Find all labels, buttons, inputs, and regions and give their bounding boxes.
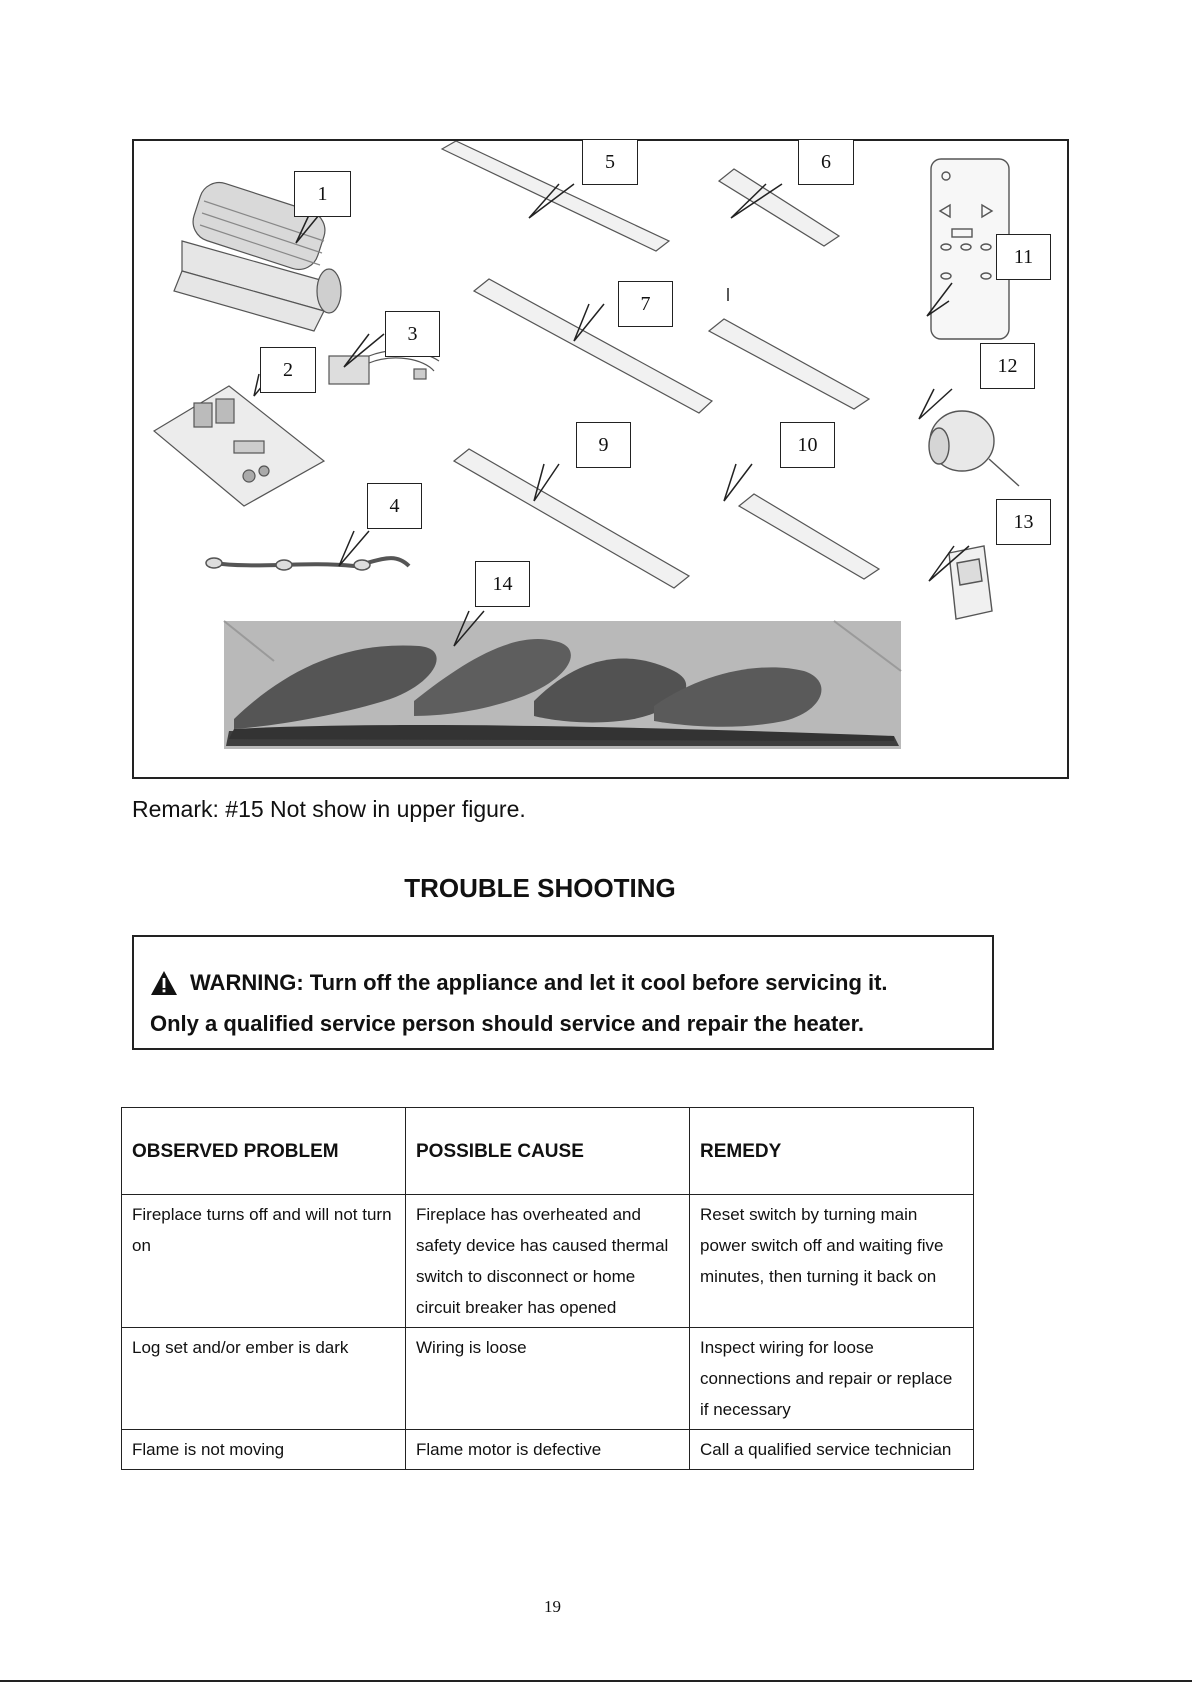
table-row (122, 1195, 974, 1328)
parts-figure (132, 139, 1069, 779)
warning-line-1: WARNING: Turn off the appliance and let it cool before servicing it. (190, 970, 888, 995)
callout-2: 2 (260, 347, 316, 393)
callout-1: 1 (294, 171, 351, 217)
table-row (122, 1430, 974, 1470)
callout-13: 13 (996, 499, 1051, 545)
ember-wire-illustration (206, 558, 409, 570)
troubleshooting-table (121, 1107, 974, 1470)
bottom-rule (0, 1680, 1192, 1682)
led-board-10-illustration (739, 494, 879, 579)
warning-line-2: Only a qualified service person should service and repair the heater. (150, 1011, 865, 1036)
callout-12: 12 (980, 343, 1035, 389)
table-row (122, 1328, 974, 1430)
section-title: TROUBLE SHOOTING (404, 873, 676, 903)
cause-cell: Wiring is loose (406, 1328, 690, 1430)
callout-9: 9 (576, 422, 631, 468)
warning-triangle-icon (150, 970, 178, 996)
remedy-cell: Call a qualified service technician (690, 1430, 974, 1470)
callout-14: 14 (475, 561, 530, 607)
page-number: 19 (544, 1597, 561, 1616)
callout-6: 6 (798, 139, 854, 185)
header-observed-problem: OBSERVED PROBLEM (122, 1108, 406, 1195)
callout-7: 7 (618, 281, 673, 327)
flame-motor-illustration (929, 411, 1019, 486)
led-board-7-illustration (474, 279, 712, 413)
remedy-cell: Reset switch by turning main power switch off and waiting five minutes, then turning it back on (690, 1195, 974, 1328)
warning-box (132, 935, 994, 1050)
led-board-8-illustration (709, 319, 869, 409)
header-remedy: REMEDY (690, 1108, 974, 1195)
problem-cell: Fireplace turns off and will not turn on (122, 1195, 406, 1328)
problem-cell: Flame is not moving (122, 1430, 406, 1470)
callout-4: 4 (367, 483, 422, 529)
control-board-illustration (154, 386, 324, 506)
log-set-illustration (224, 621, 901, 749)
callout-11: 11 (996, 234, 1051, 280)
callout-10: 10 (780, 422, 835, 468)
table-header-row (122, 1108, 974, 1195)
cause-cell: Fireplace has overheated and safety device has caused thermal switch to disconnect or home circuit breaker has opened (406, 1195, 690, 1328)
problem-cell: Log set and/or ember is dark (122, 1328, 406, 1430)
cause-cell: Flame motor is defective (406, 1430, 690, 1470)
callout-3: 3 (385, 311, 440, 357)
callout-5: 5 (582, 139, 638, 185)
warning-line-1-row (150, 970, 888, 996)
remedy-cell: Inspect wiring for loose connections and repair or replace if necessary (690, 1328, 974, 1430)
figure-remark: Remark: #15 Not show in upper figure. (132, 796, 526, 822)
header-possible-cause: POSSIBLE CAUSE (406, 1108, 690, 1195)
